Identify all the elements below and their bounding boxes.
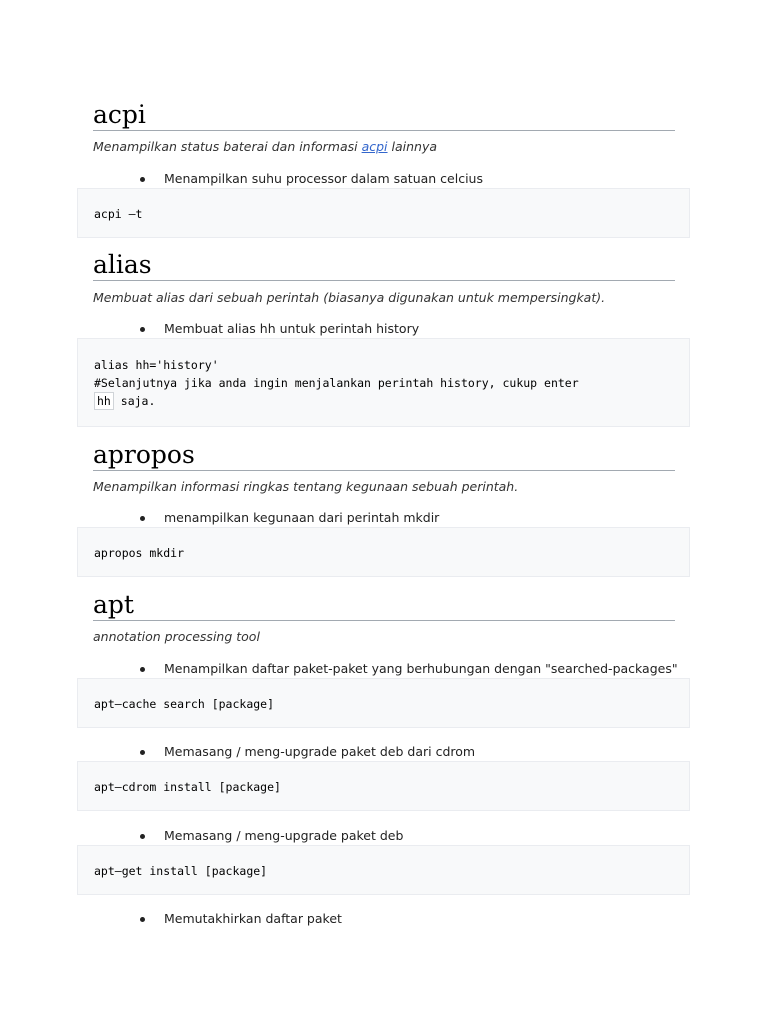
list-item bbox=[140, 828, 404, 844]
section-heading-acpi: acpi bbox=[93, 100, 675, 131]
code-block bbox=[77, 188, 690, 238]
list-item-text: Membuat alias hh untuk perintah history bbox=[164, 321, 420, 336]
code-line: apt–cache search [package] bbox=[94, 697, 275, 711]
code-text: saja. bbox=[113, 394, 156, 408]
list-item-text: Menampilkan suhu processor dalam satuan celcius bbox=[164, 171, 483, 186]
section-description-apropos: Menampilkan informasi ringkas tentang kegunaan sebuah perintah. bbox=[93, 479, 519, 494]
list-item-text: menampilkan kegunaan dari perintah mkdir bbox=[164, 510, 440, 525]
inline-code: hh bbox=[94, 392, 114, 410]
bullet-icon bbox=[140, 516, 145, 521]
bullet-icon bbox=[140, 834, 145, 839]
list-item bbox=[140, 911, 342, 927]
bullet-icon bbox=[140, 177, 145, 182]
code-block bbox=[77, 845, 690, 895]
list-item-text: Memasang / meng-upgrade paket deb dari cdrom bbox=[164, 744, 476, 759]
bullet-icon bbox=[140, 917, 145, 922]
section-description-alias: Membuat alias dari sebuah perintah (biasanya digunakan untuk mempersingkat). bbox=[93, 290, 606, 305]
code-line: apt–cdrom install [package] bbox=[94, 780, 281, 794]
code-line: #Selanjutnya jika anda ingin menjalankan perintah history, cukup enter bbox=[94, 376, 579, 390]
list-item-text: Menampilkan daftar paket-paket yang berhubungan dengan "searched-packages" bbox=[164, 661, 678, 676]
code-line: acpi –t bbox=[94, 207, 143, 221]
bullet-icon bbox=[140, 750, 145, 755]
list-item bbox=[140, 744, 476, 760]
list-item bbox=[140, 510, 440, 526]
bullet-icon bbox=[140, 327, 145, 332]
code-line: apropos mkdir bbox=[94, 546, 185, 560]
list-item-text: Memutakhirkan daftar paket bbox=[164, 911, 342, 926]
list-item bbox=[140, 661, 678, 677]
description-text-end: lainnya bbox=[387, 139, 438, 154]
list-item-text: Memasang / meng-upgrade paket deb bbox=[164, 828, 404, 843]
section-heading-alias: alias bbox=[93, 250, 675, 281]
list-item bbox=[140, 171, 483, 187]
code-line bbox=[94, 392, 673, 410]
code-block bbox=[77, 338, 690, 427]
list-item bbox=[140, 321, 420, 337]
code-block bbox=[77, 678, 690, 728]
code-block bbox=[77, 761, 690, 811]
code-line: apt–get install [package] bbox=[94, 864, 268, 878]
code-line: alias hh='history' bbox=[94, 358, 219, 372]
acpi-link[interactable]: acpi bbox=[361, 139, 388, 154]
section-heading-apropos: apropos bbox=[93, 440, 675, 471]
section-heading-apt: apt bbox=[93, 590, 675, 621]
code-block bbox=[77, 527, 690, 577]
description-text: Menampilkan status baterai dan informasi bbox=[93, 139, 362, 154]
section-description-apt: annotation processing tool bbox=[93, 629, 260, 644]
bullet-icon bbox=[140, 667, 145, 672]
section-description-acpi bbox=[93, 139, 437, 155]
